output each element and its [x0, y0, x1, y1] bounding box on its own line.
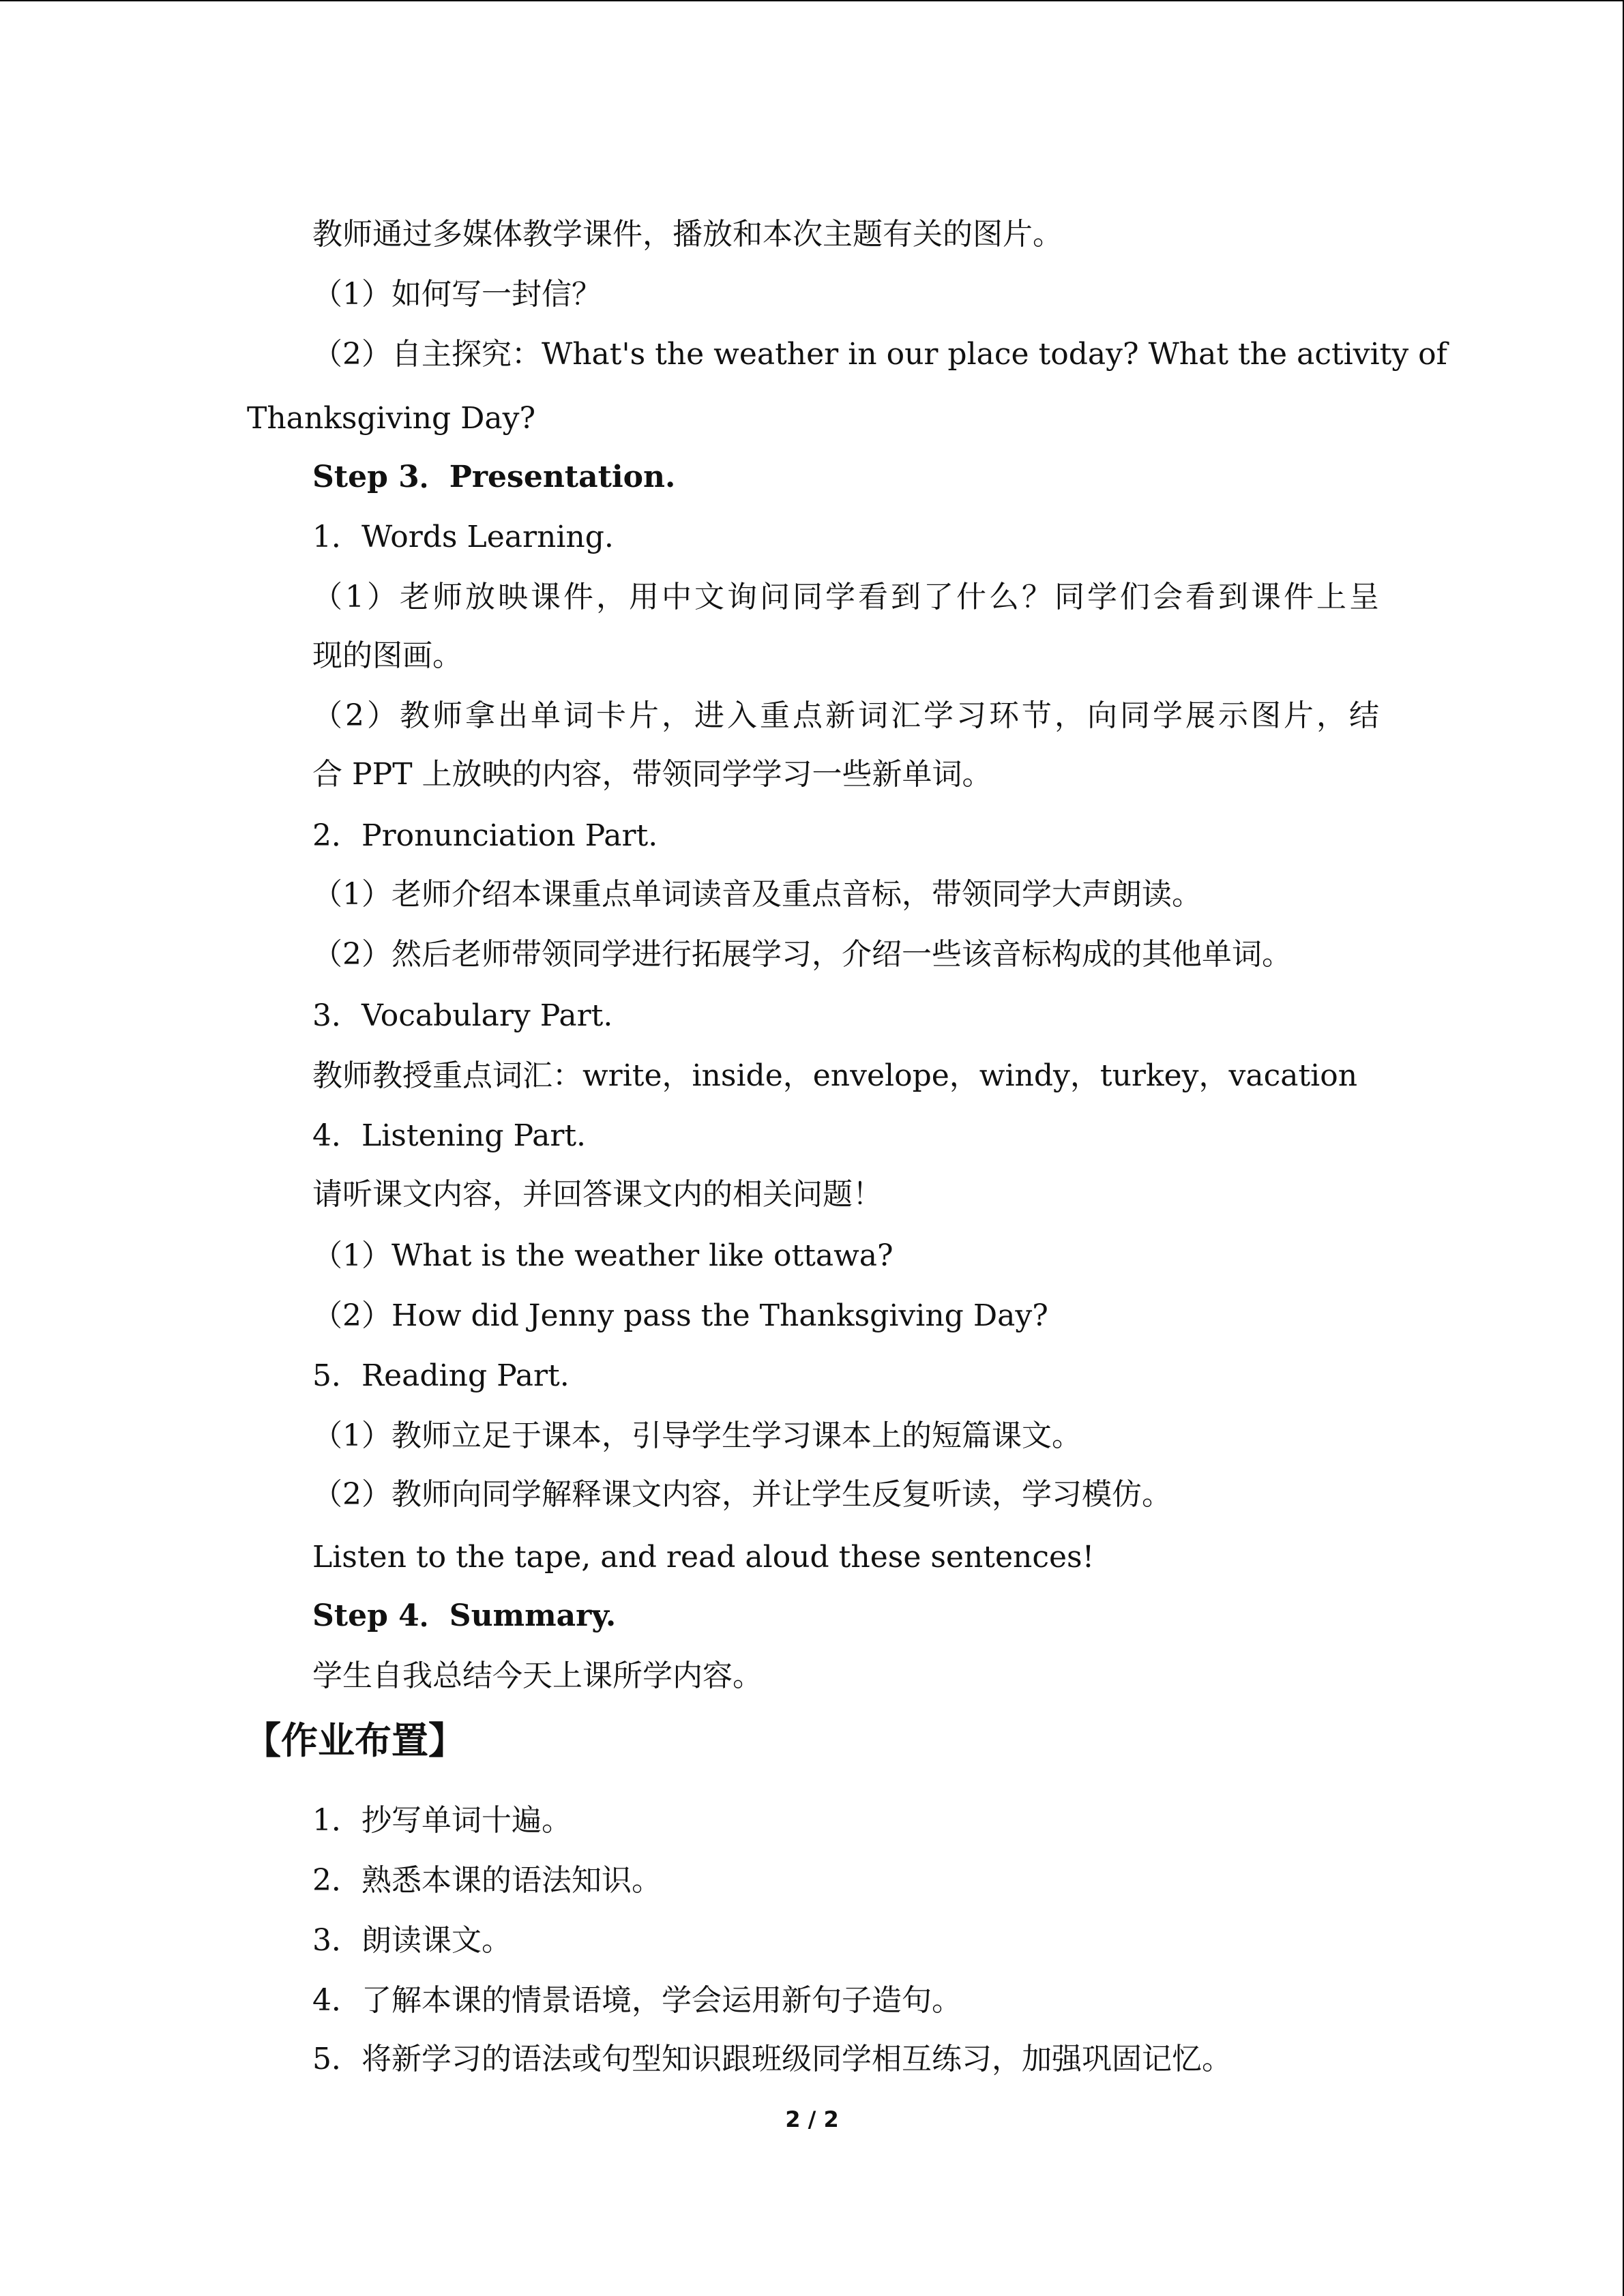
homework-item-4: 4．了解本课的情景语境，学会运用新句子造句。 [312, 1983, 962, 2018]
summary-text: 学生自我总结今天上课所学内容。 [312, 1658, 763, 1693]
pronunciation-item-2: （2）然后老师带领同学进行拓展学习，介绍一些该音标构成的其他单词。 [312, 937, 1292, 972]
homework-item-3: 3．朗读课文。 [312, 1923, 512, 1958]
words-learning-title: 1．Words Learning. [312, 520, 614, 554]
question-1: （1）如何写一封信？ [312, 277, 602, 312]
listening-question-2: （2）How did Jenny pass the Thanksgiving Day? [312, 1298, 1048, 1333]
homework-heading: 【作业布置】 [244, 1719, 465, 1762]
words-item-2-line-2: 合 PPT 上放映的内容，带领同学学习一些新单词。 [312, 757, 992, 792]
question-2-line-1: （2）自主探究：What's the weather in our place today? What the activity of [312, 337, 1447, 372]
homework-item-5: 5．将新学习的语法或句型知识跟班级同学相互练习，加强巩固记忆。 [312, 2042, 1232, 2076]
reading-item-1: （1）教师立足于课本，引导学生学习课本上的短篇课文。 [312, 1418, 1082, 1453]
page-number: 2 / 2 [785, 2106, 839, 2132]
pronunciation-title: 2．Pronunciation Part. [312, 818, 658, 853]
vocabulary-text: 教师教授重点词汇：write，inside，envelope，windy，turkey，vacation [312, 1058, 1358, 1093]
listening-title: 4．Listening Part. [312, 1118, 587, 1153]
reading-item-2: （2）教师向同学解释课文内容，并让学生反复听读，学习模仿。 [312, 1477, 1172, 1512]
listening-question-1: （1）What is the weather like ottawa? [312, 1238, 894, 1273]
question-2-line-2: Thanksgiving Day? [247, 401, 536, 436]
reading-instruction: Listen to the tape, and read aloud these sentences! [312, 1540, 1095, 1575]
reading-title: 5．Reading Part. [312, 1358, 570, 1393]
step-3-heading: Step 3．Presentation. [312, 460, 676, 494]
pronunciation-item-1: （1）老师介绍本课重点单词读音及重点音标，带领同学大声朗读。 [312, 877, 1202, 912]
homework-item-2: 2．熟悉本课的语法知识。 [312, 1863, 662, 1898]
words-item-1-line-2: 现的图画。 [312, 638, 462, 673]
listening-intro: 请听课文内容，并回答课文内的相关问题！ [312, 1177, 883, 1212]
words-item-2-line-1: （2）教师拿出单词卡片，进入重点新词汇学习环节，向同学展示图片，结 [312, 698, 1379, 733]
intro-paragraph: 教师通过多媒体教学课件，播放和本次主题有关的图片。 [312, 217, 1063, 252]
step-4-heading: Step 4．Summary. [312, 1598, 617, 1633]
words-item-1-line-1: （1）老师放映课件，用中文询问同学看到了什么？同学们会看到课件上呈 [312, 580, 1379, 614]
vocabulary-title: 3．Vocabulary Part. [312, 998, 613, 1033]
homework-item-1: 1．抄写单词十遍。 [312, 1803, 572, 1838]
